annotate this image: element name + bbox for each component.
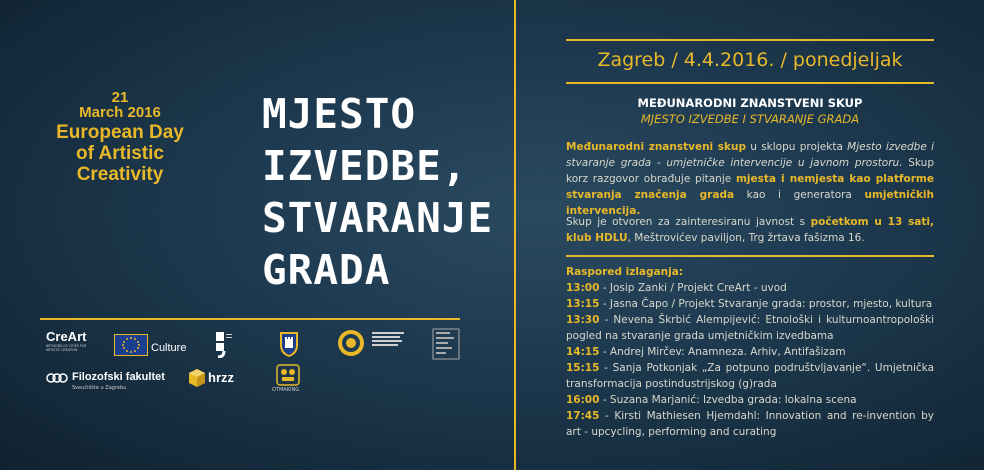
open-bold-1: početkom u 13 sati, klub HDLU (566, 216, 934, 244)
open-text-2: , Meštrovićev paviljon, Trg žrtava fašizma 16. (627, 232, 865, 244)
intro-text-1: u sklopu projekta (745, 141, 848, 153)
filozofski-sub: Sveučilište u Zagrebu (72, 385, 127, 391)
intro-bold-1: Međunarodni znanstveni skup (566, 141, 746, 153)
otmaking-name: OTMAKING (272, 387, 300, 393)
schedule-time: 13:00 (566, 282, 600, 294)
schedule-time: 16:00 (566, 394, 600, 406)
open-text-1: Skup je otvoren za zainteresiranu javnost s (566, 216, 811, 228)
project-title-line-4: GRADA (262, 246, 391, 294)
left-divider (40, 318, 460, 320)
ministry-emblem-icon (212, 330, 234, 358)
schedule-item (566, 392, 934, 408)
open-paragraph (566, 214, 934, 246)
event-day: 21 (111, 89, 129, 106)
schedule-time: 13:15 (566, 298, 600, 310)
otmaking-emblem-icon (276, 364, 300, 386)
project-title-line-3: STVARANJE (262, 194, 494, 242)
intro-bold-3: umjetničkih intervencija. (566, 189, 934, 217)
creart-logo-sub: NETWORK OF CITIES FOR ARTISTIC CREATION (46, 344, 87, 352)
project-title-line-1: MJESTO (262, 90, 417, 138)
eu-culture-text: Culture (151, 342, 187, 354)
zagreb-coat-of-arms-icon (278, 330, 300, 358)
right-headline-rule (566, 82, 934, 84)
creart-logo (46, 329, 106, 352)
intro-paragraph (566, 139, 934, 219)
project-title-line-2: IZVEDBE, (262, 142, 468, 190)
intro-italic-1: Mjesto izvedbe i stvaranje grada - umjetničke intervencije u javnom prostoru. (566, 141, 934, 169)
schedule-text: - Kirsti Mathiesen Hjemdahl: Innovation and re-invention by art - upcycling, performing and curating (566, 410, 934, 438)
right-top-rule (566, 39, 934, 41)
schedule-time: 17:45 (566, 410, 600, 422)
schedule-item (566, 312, 934, 344)
right-schedule-rule (566, 255, 934, 257)
schedule-item (566, 296, 934, 312)
schedule-text: - Suzana Marjanić: Izvedba grada: lokalna scena (599, 394, 857, 406)
schedule-item (566, 408, 934, 440)
event-title-line-1: European Day (56, 122, 184, 143)
hrzz-name: hrzz (208, 370, 234, 385)
intro-text-3: kao i generatora (734, 189, 865, 201)
schedule-text: - Josip Zanki / Projekt CreArt - uvod (599, 282, 787, 294)
filozofski-emblem-icon (46, 372, 68, 384)
intro-bold-2: mjesta i nemjesta kao platforme stvaranja značenja grada (566, 173, 934, 201)
schedule-item (566, 280, 934, 296)
project-title (262, 88, 494, 296)
schedule-text: - Andrej Mirčev: Anamneza. Arhiv, Antifašizam (599, 346, 846, 358)
creart-logo-name: CreArt (46, 329, 87, 344)
schedule-time: 14:15 (566, 346, 600, 358)
intro-text-2: Skup korz razgovor obrađuje pitanje (566, 157, 934, 185)
event-date-block (40, 90, 200, 185)
conference-subtitle: MJESTO IZVEDBE I STVARANJE GRADA (640, 112, 860, 126)
schedule-text: - Jasna Čapo / Projekt Stvaranje grada: prostor, mjesto, kultura (599, 298, 933, 310)
event-title-line-2: of Artistic (76, 143, 164, 164)
museum-seal-icon (337, 329, 367, 357)
conference-title: MEĐUNARODNI ZNANSTVENI SKUP (637, 96, 863, 110)
schedule-item (566, 360, 934, 392)
eu-flag-icon (114, 334, 148, 356)
event-headline: Zagreb / 4.4.2016. / ponedjeljak (597, 49, 903, 71)
ethnology-dept-icon (432, 328, 460, 360)
schedule-time: 13:30 (566, 314, 600, 326)
schedule-item (566, 344, 934, 360)
schedule-heading: Raspored izlaganja: (566, 266, 683, 278)
schedule-text: - Nevena Škrbić Alempijević: Etnološki i kulturnoantropološki pogled na stvaranje grada umjetničkim izvedbama (566, 314, 934, 342)
schedule-text: - Sanja Potkonjak „Za potpuno podruštvljavanje“. Umjetnička transformacija postindustrijskog (g)rada (566, 362, 934, 390)
schedule-time: 15:15 (566, 362, 600, 374)
hrzz-cube-icon (188, 368, 206, 388)
event-title-line-3: Creativity (76, 164, 164, 185)
schedule (566, 264, 934, 440)
event-month: March 2016 (79, 104, 161, 121)
eu-culture-logo (114, 334, 194, 358)
museum-text-placeholder (372, 332, 412, 346)
center-fold-line (514, 0, 516, 470)
filozofski-name: Filozofski fakultet (72, 371, 165, 383)
